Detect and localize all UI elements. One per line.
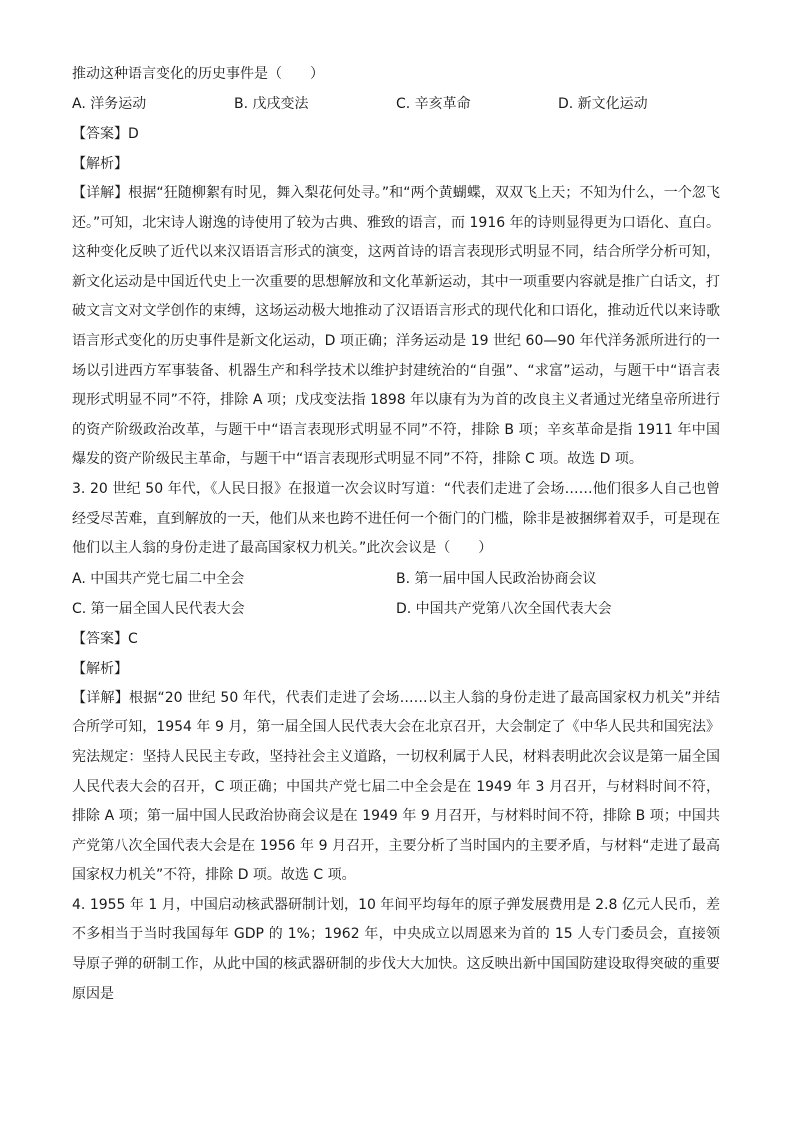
question-2-option-b: B. 戊戌变法 xyxy=(234,96,309,112)
question-3-option-d: D. 中国共产党第八次全国代表大会 xyxy=(396,600,612,617)
question-3-option-b: B. 第一届中国人民政治协商会议 xyxy=(396,570,597,587)
question-3-stem: 3. 20 世纪 50 年代，《人民日报》在报道一次会议时写道：“代表们走进了会场……他们很多人自己也曾经受尽苦难，直到解放的一天，他们从来也跨不进任何一个衙门的门槛，除非是被捆绑着双手，可是现在他们以主人翁的身份走进了最高国家权力机关。”此次会议是（ ） xyxy=(72,480,720,557)
question-3-detail: 【详解】根据“20 世纪 50 年代，代表们走进了会场……以主人翁的身份走进了最高国家权力机关”并结合所学可知，1954 年 9 月，第一届全国人民代表大会在北京召开，大会制定了《中华人民共和国宪法》宪法规定：坚持人民民主专政，坚持社会主义道路，一切权利属于人民，材料表明此次会议是第一届全国人民代表大会的召开，C 项正确；中国共产党七届二中全会是在 1949 年 3 月召开，与材料时间不符，排除 A 项；第一届中国人民政治协商会议是在 1949 年 9 月召开，与材料时间不符，排除 B 项；中国共产党第八次全国代表大会是在 1956 年 9 月召开，主要分析了当时国内的主要矛盾，与材料“走进了最高国家权力机关”不符，排除 D 项。故选 C 项。 xyxy=(72,689,720,884)
question-2-stem-end: 推动这种语言变化的历史事件是（ ） xyxy=(72,66,324,82)
question-2-analysis-label: 【解析】 xyxy=(72,156,128,172)
question-3-analysis-label: 【解析】 xyxy=(72,660,128,677)
question-2-option-d: D. 新文化运动 xyxy=(558,96,648,112)
document-page xyxy=(72,64,720,1009)
question-2-detail: 【详解】根据“狂随柳絮有时见，舞入梨花何处寻。”和“两个黄蝴蝶，双双飞上天；不知为什么，一个忽飞还。”可知，北宋诗人谢逸的诗使用了较为古典、雅致的语言，而 1916 年的诗则显得更为口语化、直白。这种变化反映了近代以来汉语语言形式的演变，这两首诗的语言表现形式明显不同，结合所学分析可知，新文化运动是中国近代史上一次重要的思想解放和文化革新运动，其中一项重要内容就是推广白话文，打破文言文对文学创作的束缚，这场运动极大地推动了汉语语言形式的现代化和口语化，推动近代以来诗歌语言形式变化的历史事件是新文化运动，D 项正确；洋务运动是 19 世纪 60—90 年代洋务派所进行的一场以引进西方军事装备、机器生产和科学技术以维护封建统治的“自强”、“求富”运动，与题干中“语言表现形式明显不同”不符，排除 A 项；戊戌变法指 1898 年以康有为为首的改良主义者通过光绪皇帝所进行的资产阶级政治改革，与题干中“语言表现形式明显不同”不符，排除 B 项；辛亥革命是指 1911 年中国爆发的资产阶级民主革命，与题干中“语言表现形式明显不同”不符，排除 C 项。故选 D 项。 xyxy=(72,185,720,468)
question-3-answer: 【答案】C xyxy=(72,630,138,647)
question-2-options xyxy=(72,89,720,119)
question-3-option-a: A. 中国共产党七届二中全会 xyxy=(72,570,245,587)
question-3-options-row-2 xyxy=(72,594,720,624)
question-3-option-c: C. 第一届全国人民代表大会 xyxy=(72,600,245,617)
question-4-stem: 4. 1955 年 1 月，中国启动核武器研制计划，10 年间平均每年的原子弹发展费用是 2.8 亿元人民币，差不多相当于当时我国每年 GDP 的 1%；1962 年，中央成立以周恩来为首的 15 人专门委员会，直接领导原子弹的研制工作，从此中国的核武器研制的步伐大大加快。这反映出新中国国防建设取得突破的重要原因是 xyxy=(72,896,720,1002)
question-2-option-c: C. 辛亥革命 xyxy=(396,96,471,112)
question-2-answer: 【答案】D xyxy=(72,126,139,142)
question-3-options-row-1 xyxy=(72,564,720,594)
question-2-option-a: A. 洋务运动 xyxy=(72,96,147,112)
